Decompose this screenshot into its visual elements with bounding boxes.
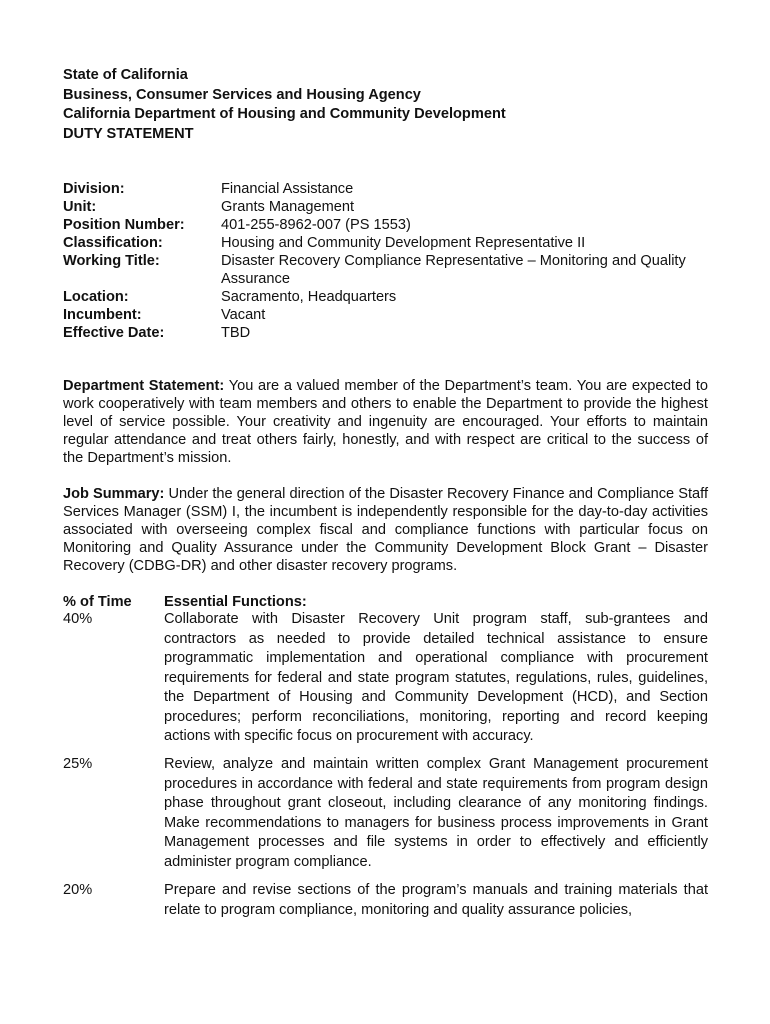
info-value: 401-255-8962-007 (PS 1553) — [221, 217, 411, 233]
info-value: Vacant — [221, 307, 266, 323]
info-label: Effective Date: — [63, 325, 165, 341]
info-value: Disaster Recovery Compliance Representative – Monitoring and Quality Assurance — [221, 253, 686, 287]
info-row-unit — [63, 198, 723, 216]
info-label: Working Title: — [63, 253, 160, 269]
function-percent: 20% — [63, 882, 93, 898]
info-label: Division: — [63, 181, 125, 197]
info-value: Sacramento, Headquarters — [221, 289, 397, 305]
agency-name: Business, Consumer Services and Housing Agency — [63, 86, 421, 103]
info-row-division — [63, 180, 723, 198]
info-value: Grants Management — [221, 199, 355, 215]
essential-functions-heading: Essential Functions: — [164, 594, 307, 610]
function-item — [63, 755, 708, 872]
info-row-effective-date — [63, 324, 723, 342]
document-header — [63, 66, 723, 144]
info-label: Unit: — [63, 199, 97, 215]
department-statement — [63, 377, 708, 467]
info-row-position-number — [63, 216, 723, 234]
department-statement-label: Department Statement: — [63, 378, 225, 394]
info-value: Financial Assistance — [221, 181, 354, 197]
position-info — [63, 180, 723, 342]
department-statement-text: You are a valued member of the Department’s team. You are expected to work cooperatively with team members and others to enable the Department to provide the highest level of service possible. Your creativity and ingenuity are encouraged. Your efforts to maintain regular attendance and treat others fairly, honestly, and with respect are critical to the success of the Department’s mission. — [63, 378, 708, 466]
document-title: DUTY STATEMENT — [63, 125, 194, 142]
function-percent: 25% — [63, 756, 93, 772]
job-summary-text: Under the general direction of the Disaster Recovery Finance and Compliance Staff Services Manager (SSM) I, the incumbent is independently responsible for the day-to-day activities associated with overseeing complex fiscal and compliance functions with particular focus on Monitoring and Quality Assurance under the Community Development Block Grant – Disaster Recovery (CDBG-DR) and other disaster recovery programs. — [63, 486, 708, 574]
function-percent: 40% — [63, 611, 93, 627]
info-row-location — [63, 288, 723, 306]
function-text: Review, analyze and maintain written complex Grant Management procurement procedures in accordance with federal and state requirements from program design phase throughout grant closeout, including clearance of any monitoring findings. Make recommendations to managers for business process improvements in Grant Management processes and file systems in order to effectively and efficiently administer program compliance. — [164, 756, 708, 870]
info-label: Location: — [63, 289, 129, 305]
department-name: California Department of Housing and Community Development — [63, 106, 506, 122]
info-row-incumbent — [63, 306, 723, 324]
info-value: Housing and Community Development Representative II — [221, 235, 586, 251]
functions-header — [63, 593, 708, 611]
info-row-classification — [63, 234, 723, 252]
info-label: Position Number: — [63, 217, 185, 233]
info-label: Incumbent: — [63, 307, 142, 323]
info-row-working-title — [63, 252, 723, 288]
info-value: TBD — [221, 325, 251, 341]
info-label: Classification: — [63, 235, 163, 251]
function-item — [63, 610, 708, 747]
percent-of-time-heading: % of Time — [63, 594, 132, 610]
state-name: State of California — [63, 67, 188, 83]
function-text: Collaborate with Disaster Recovery Unit program staff, sub-grantees and contractors as needed to provide detailed technical assistance to ensure programmatic implementation and operational compliance with procurement requirements for federal and state program statutes, regulations, rules, guidelines, the Department of Housing and Community Development (HCD), and Section procedures; perform reconciliations, monitoring, reporting and record keeping actions with specific focus on procurement with accuracy. — [164, 611, 708, 744]
function-text: Prepare and revise sections of the program’s manuals and training materials that relate to program compliance, monitoring and quality assurance policies, — [164, 882, 708, 918]
job-summary — [63, 485, 708, 575]
function-item — [63, 881, 708, 920]
job-summary-label: Job Summary: — [63, 486, 165, 502]
